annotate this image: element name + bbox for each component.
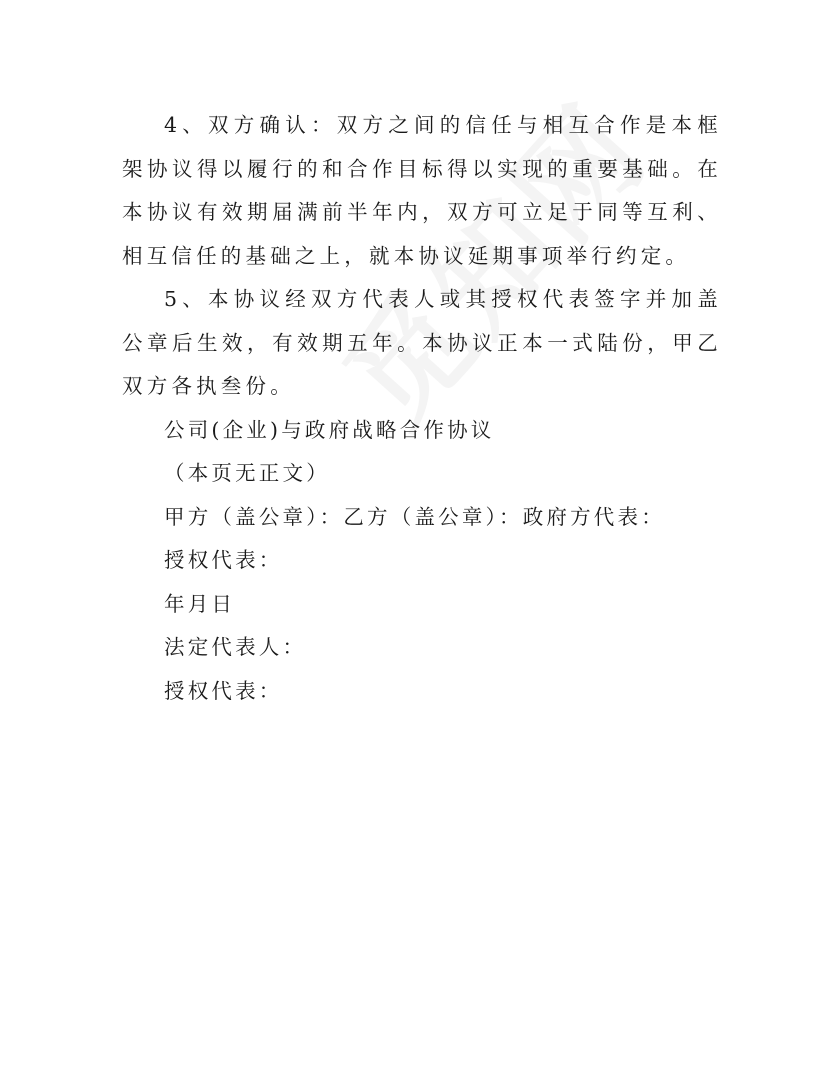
authorized-representative-2: 授权代表： [164, 678, 283, 703]
legal-representative: 法定代表人： [164, 635, 307, 659]
paragraph-5: 5、本协议经双方代表人或其授权代表签字并加盖公章后生效，有效期五年。本协议正本一式陆份，甲乙双方各执叁份。 [122, 287, 722, 398]
no-text-note: （本页无正文） [164, 461, 330, 485]
paragraph-4: 4、双方确认：双方之间的信任与相互合作是本框架协议得以履行的和合作目标得以实现的重要基础。在本协议有效期届满前半年内，双方可立足于同等互利、相互信任的基础之上，就本协议延期事项举行约定。 [122, 113, 722, 268]
authorized-representative-1: 授权代表： [164, 548, 283, 572]
signature-line: 甲方（盖公章）：乙方（盖公章）：政府方代表： [164, 504, 665, 529]
agreement-title-line: 公司(企业)与政府战略合作协议 [164, 417, 495, 442]
document-body [122, 104, 722, 713]
date-line: 年月日 [164, 591, 236, 616]
